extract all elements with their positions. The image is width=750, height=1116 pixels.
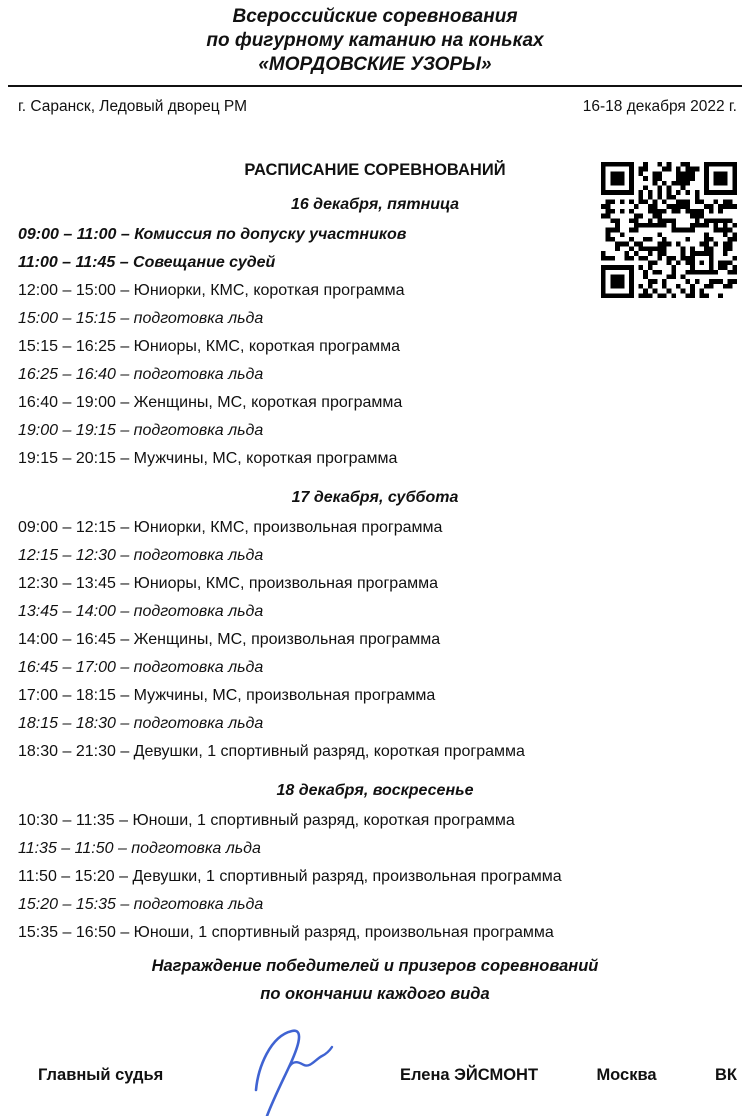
schedule-item: 19:15 – 20:15 – Мужчины, МС, короткая программа (18, 450, 398, 467)
title-line-1: Всероссийские соревнования (232, 6, 518, 27)
schedule-item: 16:25 – 16:40 – подготовка льда (18, 366, 264, 383)
judge-details (400, 1064, 737, 1086)
schedule-section (0, 160, 750, 1008)
schedule-item: 18:30 – 21:30 – Девушки, 1 спортивный разряд, короткая программа (18, 743, 525, 760)
schedule-item: 15:35 – 16:50 – Юноши, 1 спортивный разряд, произвольная программа (18, 924, 554, 941)
title-line-3: «МОРДОВСКИЕ УЗОРЫ» (258, 54, 492, 75)
judge-name: Елена ЭЙСМОНТ (400, 1066, 539, 1084)
schedule-heading: РАСПИСАНИЕ СОРЕВНОВАНИЙ (244, 161, 506, 179)
title-line-2: по фигурному катанию на коньках (206, 30, 544, 51)
day-heading: 17 декабря, суббота (291, 489, 459, 506)
day-items (0, 807, 750, 947)
awards-note-line-2: по окончании каждого вида (260, 985, 490, 1003)
dates-label: 16-18 декабря 2022 г. (582, 98, 737, 115)
awards-note (0, 952, 750, 1008)
schedule-item: 11:50 – 15:20 – Девушки, 1 спортивный разряд, произвольная программа (18, 868, 562, 885)
day-items (0, 514, 750, 766)
schedule-item: 18:15 – 18:30 – подготовка льда (18, 715, 264, 732)
schedule-item: 11:35 – 11:50 – подготовка льда (18, 840, 261, 857)
schedule-item: 10:30 – 11:35 – Юноши, 1 спортивный разряд, короткая программа (18, 812, 515, 829)
schedule-item: 13:45 – 14:00 – подготовка льда (18, 603, 264, 620)
day-section-friday (0, 195, 750, 473)
schedule-item: 09:00 – 12:15 – Юниорки, КМС, произвольная программа (18, 519, 443, 536)
day-section-saturday (0, 488, 750, 766)
day-heading: 16 декабря, пятница (290, 196, 460, 213)
schedule-item: 15:20 – 15:35 – подготовка льда (18, 896, 264, 913)
schedule-item: 15:15 – 16:25 – Юниоры, КМС, короткая программа (18, 338, 401, 355)
footer-row (38, 1064, 737, 1086)
header-divider (8, 85, 742, 87)
judge-category: ВК (714, 1066, 737, 1084)
schedule-item: 16:45 – 17:00 – подготовка льда (18, 659, 264, 676)
schedule-item: 16:40 – 19:00 – Женщины, МС, короткая программа (18, 394, 403, 411)
chief-judge-label: Главный судья (38, 1066, 164, 1084)
schedule-item: 09:00 – 11:00 – Комиссия по допуску участников (18, 226, 407, 243)
day-heading: 18 декабря, воскресенье (276, 782, 474, 799)
schedule-item: 12:30 – 13:45 – Юниоры, КМС, произвольная программа (18, 575, 438, 592)
awards-note-line-1: Награждение победителей и призеров соревнований (151, 957, 599, 975)
schedule-item: 12:00 – 15:00 – Юниорки, КМС, короткая программа (18, 282, 405, 299)
day-section-sunday (0, 781, 750, 947)
venue-label: г. Саранск, Ледовый дворец РМ (18, 98, 247, 115)
venue-date-row (18, 97, 737, 116)
schedule-item: 17:00 – 18:15 – Мужчины, МС, произвольная программа (18, 687, 436, 704)
schedule-item: 15:00 – 15:15 – подготовка льда (18, 310, 264, 327)
schedule-item: 11:00 – 11:45 – Совещание судей (18, 254, 276, 271)
schedule-item: 14:00 – 16:45 – Женщины, МС, произвольная программа (18, 631, 441, 648)
document-title (0, 5, 750, 77)
judge-city: Москва (596, 1066, 657, 1084)
day-items (0, 221, 750, 473)
schedule-item: 19:00 – 19:15 – подготовка льда (18, 422, 264, 439)
schedule-item: 12:15 – 12:30 – подготовка льда (18, 547, 264, 564)
